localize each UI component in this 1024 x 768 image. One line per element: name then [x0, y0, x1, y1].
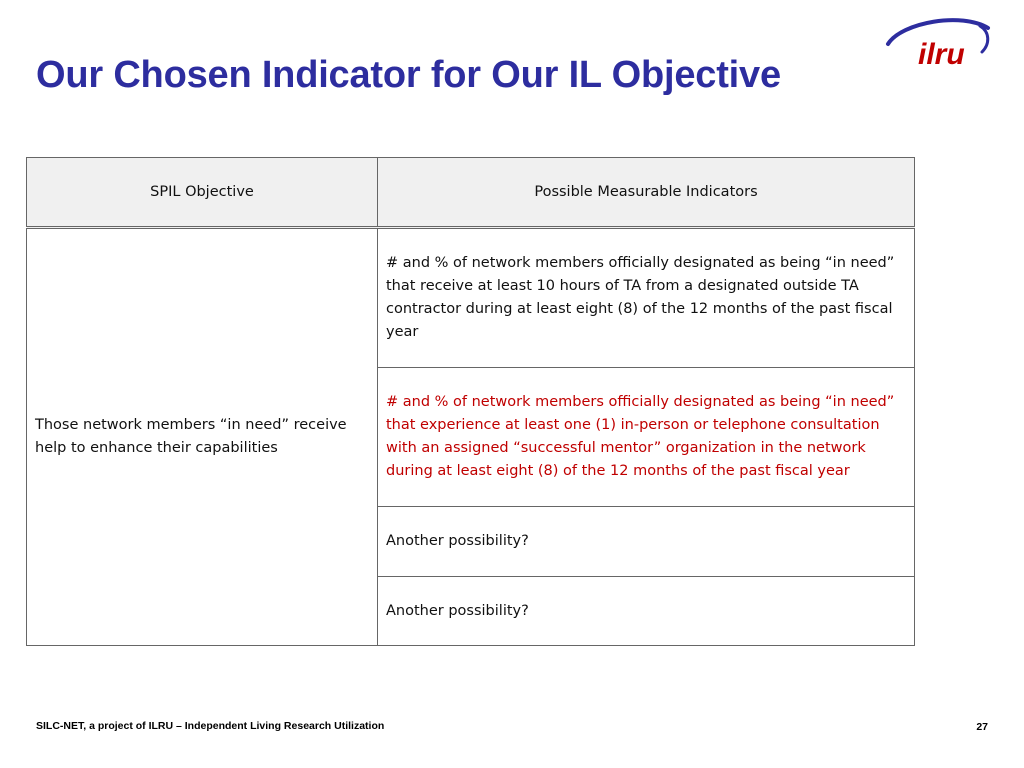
- header-spil-objective: SPIL Objective: [27, 158, 378, 228]
- logo-text: ilru: [918, 38, 965, 71]
- slide-title: Our Chosen Indicator for Our IL Objective: [36, 54, 781, 96]
- indicator-cell: # and % of network members officially designated as being “in need” that receive at least 10 hours of TA from a designated outside TA contractor during at least eight (8) of the 12 months of the past fiscal year: [378, 228, 915, 368]
- page-number: 27: [976, 721, 988, 733]
- indicators-table: [26, 157, 915, 646]
- ilru-logo: [884, 14, 994, 74]
- table-header-row: [27, 158, 915, 228]
- objective-cell: Those network members “in need” receive help to enhance their capabilities: [27, 228, 378, 646]
- footer-credit: SILC-NET, a project of ILRU – Independent Living Research Utilization: [36, 720, 385, 732]
- header-measurable-indicators: Possible Measurable Indicators: [378, 158, 915, 228]
- chosen-indicator-cell: # and % of network members officially designated as being “in need” that experience at least one (1) in-person or telephone consultation with an assigned “successful mentor” organization in the network during at least eight (8) of the 12 months of the past fiscal year: [378, 368, 915, 507]
- indicator-cell: Another possibility?: [378, 577, 915, 646]
- indicator-cell: Another possibility?: [378, 507, 915, 577]
- table-row: [27, 228, 915, 368]
